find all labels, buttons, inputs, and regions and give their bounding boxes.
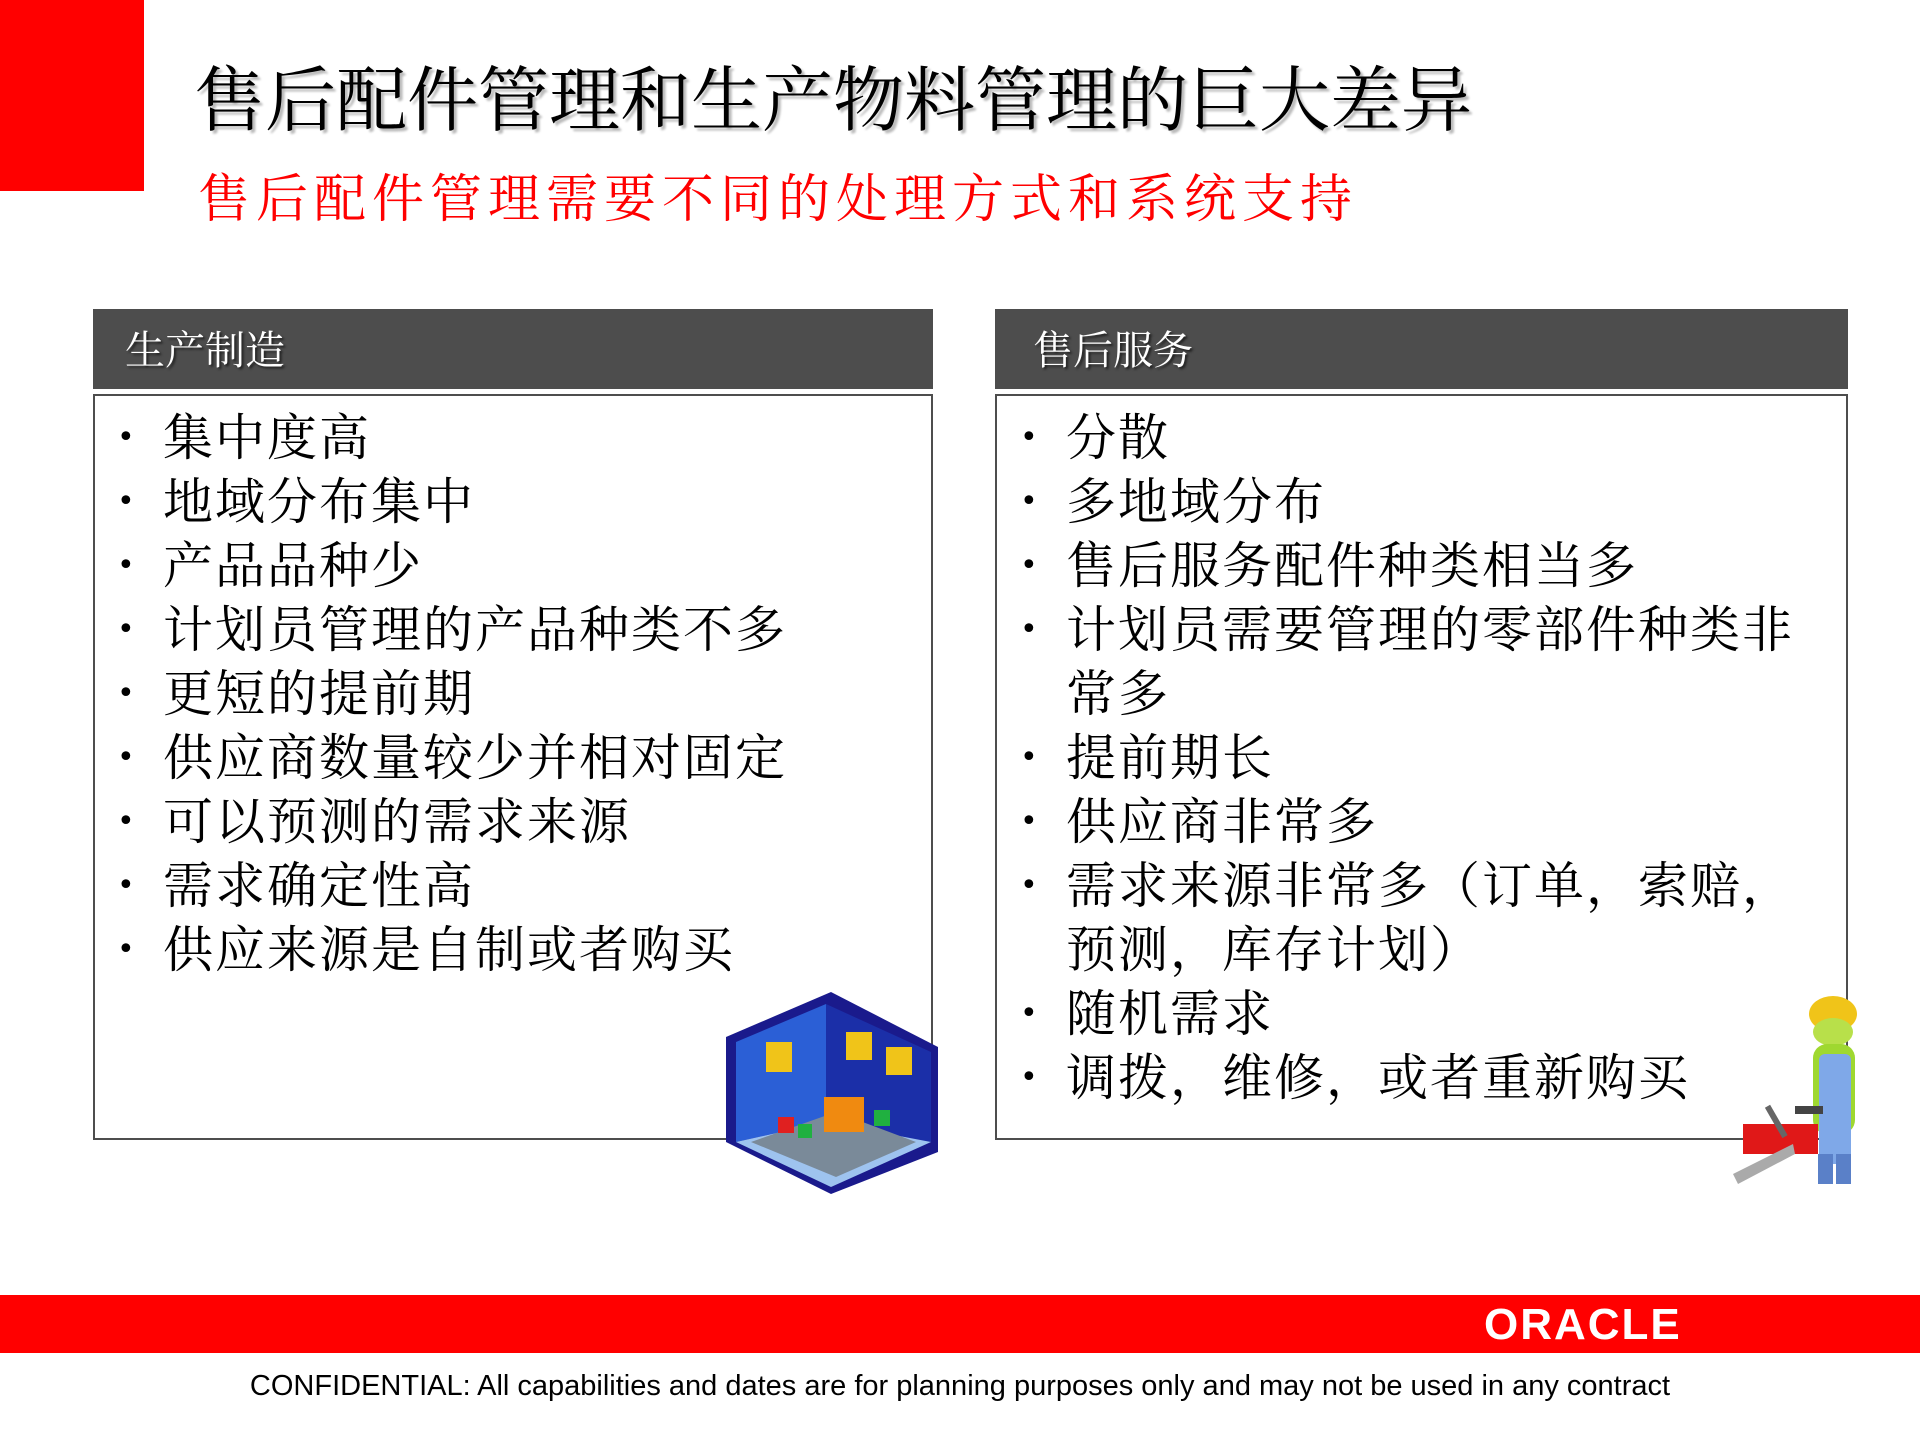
list-item-text: 售后服务配件种类相当多 [1066,537,1638,595]
list-item-text: 产品品种少 [163,537,423,595]
list-item-text: 供应来源是自制或者购买 [163,921,735,979]
left-panel-header [93,309,933,389]
right-panel-heading: 售后服务 [1033,328,1193,374]
factory-illustration-icon [726,992,938,1194]
bullet-icon: • [117,676,137,711]
worker-illustration-icon [1733,994,1873,1190]
list-item [117,854,903,918]
list-item [117,662,903,726]
oracle-logo: ORACLE [1484,1300,1682,1349]
list-item [1020,790,1811,854]
list-item-text: 随机需求 [1066,985,1274,1043]
list-item [1020,406,1811,470]
bullet-icon: • [1020,420,1040,455]
bullet-icon: • [1020,804,1040,839]
list-item-text: 需求确定性高 [163,857,475,915]
list-item [117,726,903,790]
list-item [117,406,903,470]
bullet-icon: • [117,612,137,647]
right-bullet-list [1020,406,1811,1110]
bullet-icon: • [1020,1060,1040,1095]
list-item [117,534,903,598]
bullet-icon: • [117,868,137,903]
list-item-text: 多地域分布 [1066,473,1326,531]
list-item-text: 供应商非常多 [1066,793,1378,851]
bullet-icon: • [117,484,137,519]
list-item [1020,470,1811,534]
right-panel-header [995,309,1848,389]
bullet-icon: • [117,740,137,775]
left-panel-heading: 生产制造 [125,328,285,374]
list-item [1020,726,1811,790]
bullet-icon: • [1020,740,1040,775]
list-item-text: 计划员管理的产品种类不多 [163,601,787,659]
bullet-icon: • [117,932,137,967]
list-item [1020,598,1811,726]
confidential-notice: CONFIDENTIAL: All capabilities and dates are for planning purposes only and may not be used in any contract [249,1370,1671,1402]
bullet-icon: • [117,804,137,839]
list-item-text: 更短的提前期 [163,665,475,723]
slide-subtitle: 售后配件管理需要不同的处理方式和系统支持 [198,170,1359,230]
slide-title: 售后配件管理和生产物料管理的巨大差异 [194,59,1473,142]
list-item-text: 集中度高 [163,409,371,467]
list-item-text: 计划员需要管理的零部件种类非常多 [1066,601,1794,723]
right-panel-box [995,394,1848,1140]
list-item-text: 需求来源非常多（订单，索赔，预测，库存计划） [1066,857,1794,979]
left-bullet-list [117,406,903,982]
list-item [1020,1046,1811,1110]
list-item-text: 分散 [1066,409,1170,467]
bullet-icon: • [1020,868,1040,903]
bullet-icon: • [117,420,137,455]
list-item-text: 调拨，维修，或者重新购买 [1066,1049,1690,1107]
list-item [117,918,903,982]
list-item [1020,534,1811,598]
bullet-icon: • [1020,548,1040,583]
list-item [117,470,903,534]
bullet-icon: • [117,548,137,583]
list-item [117,790,903,854]
bullet-icon: • [1020,484,1040,519]
red-accent-block [0,0,144,191]
bullet-icon: • [1020,612,1040,647]
list-item [1020,982,1811,1046]
list-item-text: 可以预测的需求来源 [163,793,631,851]
list-item [117,598,903,662]
bullet-icon: • [1020,996,1040,1031]
list-item [1020,854,1811,982]
list-item-text: 提前期长 [1066,729,1274,787]
list-item-text: 地域分布集中 [163,473,475,531]
list-item-text: 供应商数量较少并相对固定 [163,729,787,787]
